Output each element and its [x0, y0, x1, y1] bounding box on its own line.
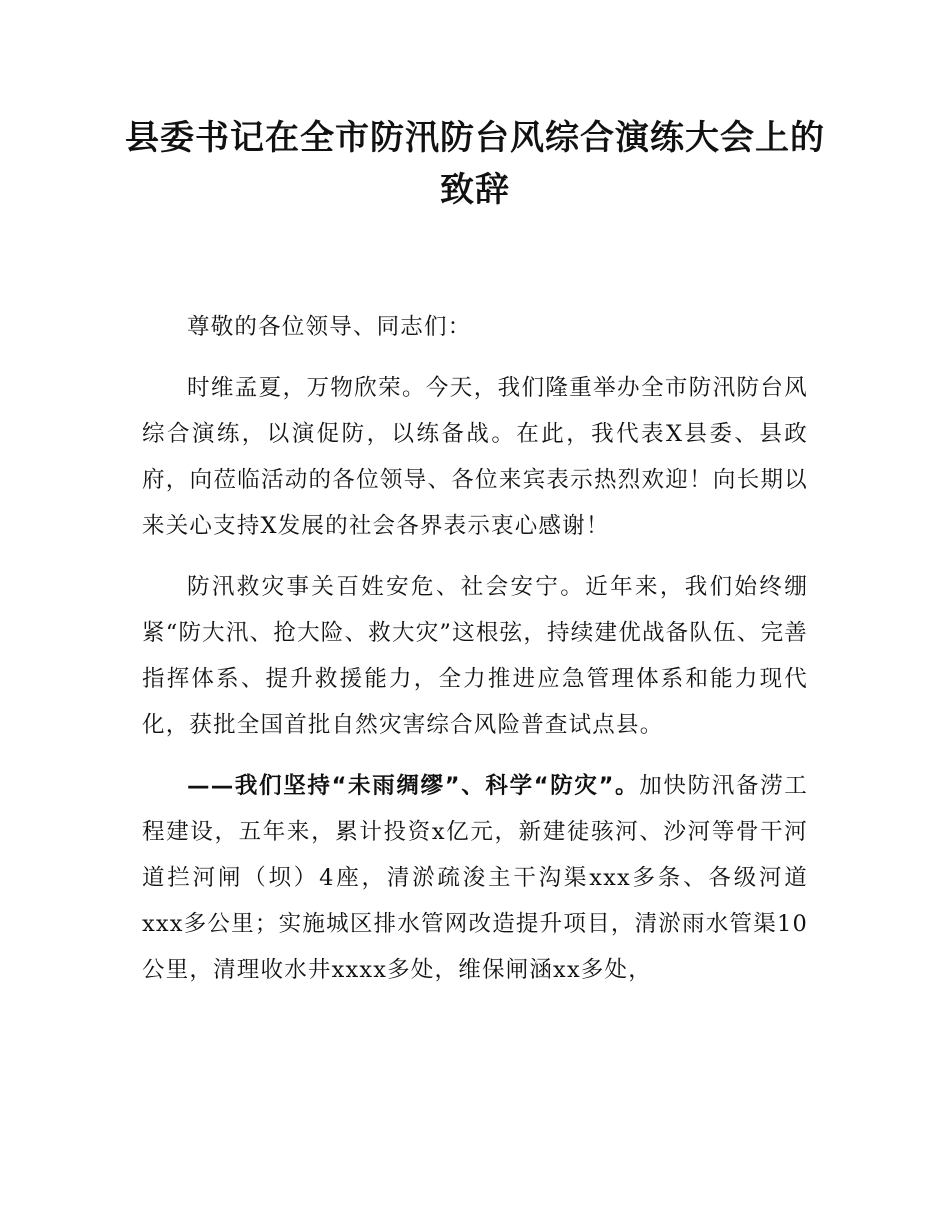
paragraph-section-one: [142, 763, 808, 993]
paragraph-flood-control: 防汛救灾事关百姓安危、社会安宁。近年来，我们始终绷紧“防大汛、抢大险、救大灾”这根弦，持续建优战备队伍、完善指挥体系、提升救援能力，全力推进应急管理体系和能力现代化，获批全国首批自然灾害综合风险普查试点县。: [142, 574, 808, 738]
document-body: [142, 304, 808, 1008]
salutation: 尊敬的各位领导、同志们：: [187, 314, 472, 340]
section-body: 加快防汛备涝工程建设，五年来，累计投资x亿元，新建徒骇河、沙河等骨干河道拦河闸（坝）4座，清淤疏浚主干沟渠xxx多条、各级河道xxx多公里；实施城区排水管网改造提升项目，清淤雨水管渠10公里，清理收水井xxxx多处，维保闸涵xx多处，: [142, 773, 808, 983]
paragraph-welcome: 时维孟夏，万物欣荣。今天，我们隆重举办全市防汛防台风综合演练，以演促防，以练备战。在此，我代表X县委、县政府，向莅临活动的各位领导、各位来宾表示热烈欢迎！向长期以来关心支持X发展的社会各界表示衷心感谢！: [142, 375, 808, 539]
section-lead: ——我们坚持“未雨绸缪”、科学“防灾”。: [187, 773, 640, 799]
document-title: 县委书记在全市防汛防台风综合演练大会上的致辞: [125, 118, 825, 210]
